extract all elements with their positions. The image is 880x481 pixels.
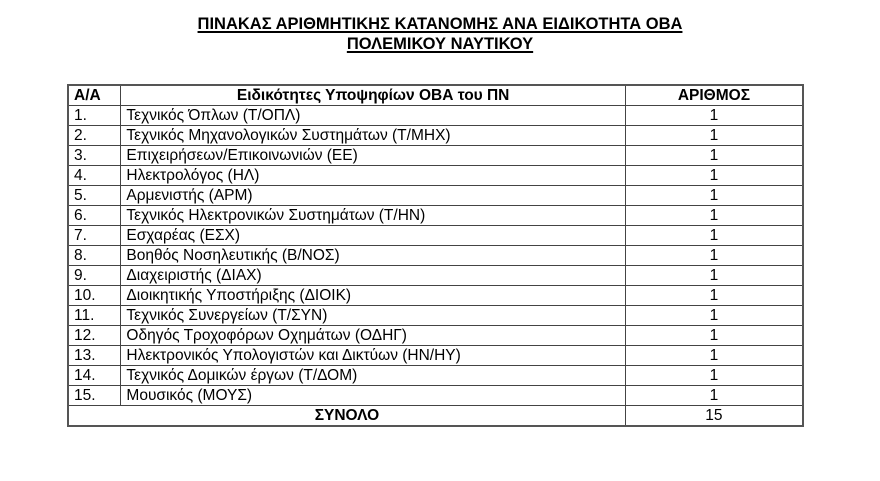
- table-row: [68, 386, 803, 406]
- header-specialty: Ειδικότητες Υποψηφίων ΟΒΑ του ΠΝ: [121, 85, 625, 106]
- document-title-line-1: ΠΙΝΑΚΑΣ ΑΡΙΘΜΗΤΙΚΗΣ ΚΑΤΑΝΟΜΗΣ ΑΝΑ ΕΙΔΙΚΟΤΗΤΑ ΟΒΑ: [197, 15, 683, 33]
- row-count: 1: [625, 306, 803, 326]
- table-row: [68, 186, 803, 206]
- row-count: 1: [625, 206, 803, 226]
- row-number: 2.: [68, 126, 121, 146]
- table-row: [68, 366, 803, 386]
- row-number: 9.: [68, 266, 121, 286]
- row-number: 12.: [68, 326, 121, 346]
- row-specialty: Τεχνικός Δομικών έργων (Τ/ΔΟΜ): [121, 366, 625, 386]
- table-row: [68, 346, 803, 366]
- row-specialty: Τεχνικός Ηλεκτρονικών Συστημάτων (Τ/ΗΝ): [121, 206, 625, 226]
- row-count: 1: [625, 186, 803, 206]
- table-row: [68, 206, 803, 226]
- table-row: [68, 326, 803, 346]
- table-header-row: [68, 85, 803, 106]
- row-number: 14.: [68, 366, 121, 386]
- table-row: [68, 266, 803, 286]
- row-count: 1: [625, 266, 803, 286]
- row-number: 5.: [68, 186, 121, 206]
- row-count: 1: [625, 366, 803, 386]
- row-number: 15.: [68, 386, 121, 406]
- header-serial-number: Α/Α: [68, 85, 121, 106]
- row-count: 1: [625, 146, 803, 166]
- row-count: 1: [625, 226, 803, 246]
- row-specialty: Μουσικός (ΜΟΥΣ): [121, 386, 625, 406]
- row-number: 10.: [68, 286, 121, 306]
- row-specialty: Εσχαρέας (ΕΣΧ): [121, 226, 625, 246]
- row-count: 1: [625, 126, 803, 146]
- table-row: [68, 306, 803, 326]
- header-count: ΑΡΙΘΜΟΣ: [625, 85, 803, 106]
- specialty-distribution-table: [67, 84, 804, 427]
- row-count: 1: [625, 326, 803, 346]
- table-row: [68, 126, 803, 146]
- row-number: 13.: [68, 346, 121, 366]
- row-specialty: Διαχειριστής (ΔΙΑΧ): [121, 266, 625, 286]
- row-specialty: Διοικητικής Υποστήριξης (ΔΙΟΙΚ): [121, 286, 625, 306]
- row-specialty: Επιχειρήσεων/Επικοινωνιών (ΕΕ): [121, 146, 625, 166]
- row-specialty: Βοηθός Νοσηλευτικής (Β/ΝΟΣ): [121, 246, 625, 266]
- row-specialty: Τεχνικός Μηχανολογικών Συστημάτων (Τ/ΜΗΧ): [121, 126, 625, 146]
- row-count: 1: [625, 106, 803, 126]
- table-row: [68, 166, 803, 186]
- row-count: 1: [625, 286, 803, 306]
- row-specialty: Τεχνικός Συνεργείων (Τ/ΣΥΝ): [121, 306, 625, 326]
- row-specialty: Τεχνικός Όπλων (Τ/ΟΠΛ): [121, 106, 625, 126]
- document-title-line-2: ΠΟΛΕΜΙΚΟΥ ΝΑΥΤΙΚΟΥ: [346, 35, 534, 53]
- row-specialty: Οδηγός Τροχοφόρων Οχημάτων (ΟΔΗΓ): [121, 326, 625, 346]
- row-number: 6.: [68, 206, 121, 226]
- row-number: 1.: [68, 106, 121, 126]
- row-specialty: Ηλεκτρονικός Υπολογιστών και Δικτύων (ΗΝ/ΗΥ): [121, 346, 625, 366]
- row-number: 4.: [68, 166, 121, 186]
- table-row: [68, 246, 803, 266]
- row-number: 11.: [68, 306, 121, 326]
- row-specialty: Αρμενιστής (ΑΡΜ): [121, 186, 625, 206]
- row-number: 3.: [68, 146, 121, 166]
- row-count: 1: [625, 346, 803, 366]
- table-row: [68, 226, 803, 246]
- row-count: 1: [625, 386, 803, 406]
- table-row: [68, 106, 803, 126]
- table-row: [68, 286, 803, 306]
- table-row: [68, 146, 803, 166]
- total-label: ΣΥΝΟΛΟ: [68, 406, 625, 427]
- row-count: 1: [625, 246, 803, 266]
- row-count: 1: [625, 166, 803, 186]
- total-value: 15: [625, 406, 803, 427]
- row-number: 7.: [68, 226, 121, 246]
- table-total-row: [68, 406, 803, 427]
- row-specialty: Ηλεκτρολόγος (ΗΛ): [121, 166, 625, 186]
- row-number: 8.: [68, 246, 121, 266]
